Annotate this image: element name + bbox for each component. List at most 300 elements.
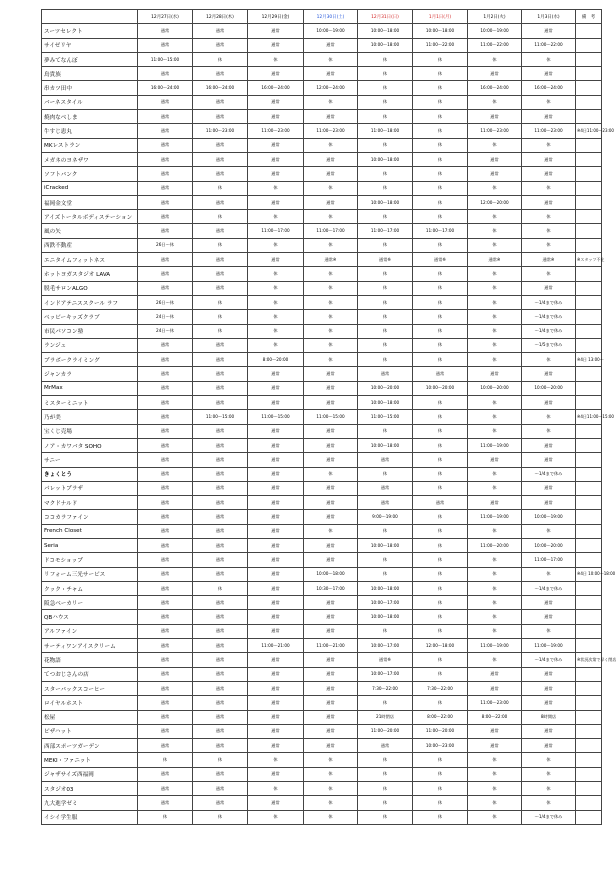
date-header: 1月1日(月): [413, 10, 468, 24]
store-name: リフォーム三光サービス: [42, 567, 138, 581]
hours-cell: 通常: [193, 453, 248, 467]
hours-cell: 10:00～18:00: [358, 24, 413, 38]
hours-cell: 休: [413, 596, 468, 610]
note-cell: [576, 295, 602, 309]
table-row: [42, 724, 602, 738]
hours-cell: 休: [193, 210, 248, 224]
table-row: [42, 581, 602, 595]
hours-cell: 通常: [248, 67, 304, 81]
hours-cell: 通常: [413, 367, 468, 381]
table-row: [42, 538, 602, 552]
hours-cell: 通常: [304, 553, 358, 567]
hours-cell: 通常: [138, 796, 193, 810]
hours-cell: 休: [468, 281, 522, 295]
table-row: [42, 52, 602, 66]
note-cell: [576, 710, 602, 724]
hours-cell: 通常: [522, 696, 576, 710]
hours-cell: 休: [522, 267, 576, 281]
hours-cell: 休: [413, 538, 468, 552]
note-cell: [576, 624, 602, 638]
hours-cell: 休: [304, 767, 358, 781]
hours-cell: 休: [468, 52, 522, 66]
hours-cell: 休: [358, 110, 413, 124]
store-name: MEKI・ファニット: [42, 753, 138, 767]
store-name: 夢みてなんぼ: [42, 52, 138, 66]
table-row: [42, 138, 602, 152]
note-cell: ※4日 13:00～: [576, 353, 602, 367]
hours-cell: 休: [193, 581, 248, 595]
table-row: [42, 767, 602, 781]
note-cell: [576, 52, 602, 66]
hours-cell: 通常: [248, 767, 304, 781]
note-cell: ※4日11:00～15:00: [576, 410, 602, 424]
hours-cell: 休: [138, 753, 193, 767]
hours-cell: 休: [413, 624, 468, 638]
hours-cell: 通常: [193, 467, 248, 481]
hours-cell: 休: [248, 181, 304, 195]
hours-cell: 休: [413, 524, 468, 538]
hours-cell: 通常: [248, 796, 304, 810]
hours-cell: 通常: [522, 367, 576, 381]
note-cell: ※スタッフ不在: [576, 253, 602, 267]
hours-cell: 通常※: [468, 253, 522, 267]
hours-cell: 通常: [138, 195, 193, 209]
hours-cell: 16:00～24:00: [248, 81, 304, 95]
hours-cell: 休: [413, 152, 468, 166]
hours-cell: 休: [413, 195, 468, 209]
hours-cell: 通常: [193, 338, 248, 352]
hours-cell: 10:00～20:00: [522, 381, 576, 395]
hours-cell: 休: [304, 138, 358, 152]
hours-cell: 12:00～24:00: [304, 81, 358, 95]
hours-cell: 通常: [248, 24, 304, 38]
hours-cell: 12:00～18:00: [413, 639, 468, 653]
hours-cell: 11:00～19:00: [468, 639, 522, 653]
note-cell: [576, 696, 602, 710]
store-name: Seria: [42, 538, 138, 552]
hours-cell: 休: [248, 238, 304, 252]
store-name: エニタイムフィットネス: [42, 253, 138, 267]
hours-cell: 10:00～18:00: [358, 38, 413, 52]
hours-cell: 16:00～24:00: [193, 81, 248, 95]
store-name: サーティワンアイスクリーム: [42, 639, 138, 653]
hours-cell: 休: [468, 310, 522, 324]
hours-cell: 10:00～18:00: [358, 396, 413, 410]
hours-cell: 休: [248, 782, 304, 796]
note-cell: [576, 596, 602, 610]
store-name: 牛すじ恵丸: [42, 124, 138, 138]
store-name: アイズトータルボディステーション: [42, 210, 138, 224]
store-name: プラボークライミング: [42, 353, 138, 367]
note-cell: [576, 753, 602, 767]
note-cell: [576, 681, 602, 695]
hours-cell: 休: [468, 524, 522, 538]
hours-cell: 休: [304, 210, 358, 224]
hours-cell: 休: [304, 324, 358, 338]
table-row: [42, 667, 602, 681]
note-cell: [576, 81, 602, 95]
store-name: クック・チャム: [42, 581, 138, 595]
table-row: [42, 152, 602, 166]
hours-cell: 通常: [248, 496, 304, 510]
hours-cell: 通常: [304, 667, 358, 681]
hours-cell: 通常: [138, 639, 193, 653]
table-row: [42, 238, 602, 252]
hours-cell: 休: [358, 696, 413, 710]
store-name: スタジオ03: [42, 782, 138, 796]
hours-cell: 休: [358, 210, 413, 224]
table-row: [42, 696, 602, 710]
store-name: ミスターミニット: [42, 396, 138, 410]
table-row: [42, 438, 602, 452]
hours-cell: 休: [468, 610, 522, 624]
store-name: ノア・カワバタ SOHO: [42, 438, 138, 452]
hours-cell: 休: [304, 95, 358, 109]
hours-cell: 通常: [193, 667, 248, 681]
hours-cell: 休: [522, 753, 576, 767]
hours-cell: 休: [358, 753, 413, 767]
hours-cell: 通常: [193, 438, 248, 452]
hours-cell: 休: [413, 124, 468, 138]
hours-cell: 9:00～19:00: [358, 510, 413, 524]
hours-cell: 休: [522, 782, 576, 796]
note-cell: [576, 639, 602, 653]
hours-cell: 10:00～20:00: [413, 381, 468, 395]
hours-cell: 休: [358, 353, 413, 367]
hours-cell: 通常: [248, 453, 304, 467]
hours-cell: 11:00～15:00: [138, 52, 193, 66]
hours-cell: 休: [413, 810, 468, 824]
date-header: 12月27日(水): [138, 10, 193, 24]
store-name: 鳥貴族: [42, 67, 138, 81]
hours-cell: 10:00～18:00: [358, 438, 413, 452]
hours-cell: 通常※: [304, 253, 358, 267]
hours-cell: 通常: [138, 381, 193, 395]
hours-cell: 休: [304, 810, 358, 824]
hours-cell: 10:00～19:00: [304, 24, 358, 38]
hours-cell: 通常: [248, 538, 304, 552]
hours-cell: 通常: [248, 553, 304, 567]
hours-cell: 休: [413, 95, 468, 109]
note-cell: [576, 138, 602, 152]
hours-cell: 休: [413, 753, 468, 767]
table-row: [42, 596, 602, 610]
note-cell: ※4日11:00～23:00: [576, 124, 602, 138]
hours-cell: 休: [413, 324, 468, 338]
note-cell: [576, 581, 602, 595]
hours-cell: 通常: [248, 167, 304, 181]
hours-cell: 通常: [193, 224, 248, 238]
hours-cell: 休: [358, 553, 413, 567]
hours-cell: 通常: [138, 95, 193, 109]
hours-cell: 休: [468, 553, 522, 567]
store-name: 松屋: [42, 710, 138, 724]
hours-cell: 16:00～24:00: [138, 81, 193, 95]
table-row: [42, 381, 602, 395]
store-name: サイゼリヤ: [42, 38, 138, 52]
hours-cell: 休: [304, 782, 358, 796]
note-header: 備 考: [576, 10, 602, 24]
hours-cell: 通常: [193, 610, 248, 624]
hours-cell: 通常: [193, 553, 248, 567]
hours-cell: 通常: [193, 739, 248, 753]
table-row: [42, 710, 602, 724]
hours-cell: 休: [522, 796, 576, 810]
hours-cell: 休: [358, 324, 413, 338]
table-row: [42, 681, 602, 695]
note-cell: [576, 367, 602, 381]
store-name: MrMax: [42, 381, 138, 395]
hours-cell: 11:00～17:00: [413, 224, 468, 238]
table-row: [42, 496, 602, 510]
note-cell: [576, 496, 602, 510]
hours-cell: 11:00～23:00: [468, 124, 522, 138]
hours-cell: 10:00～18:00: [358, 610, 413, 624]
table-row: [42, 267, 602, 281]
hours-cell: 休: [413, 353, 468, 367]
hours-cell: 10:00～17:00: [358, 667, 413, 681]
table-row: [42, 396, 602, 410]
hours-cell: 休: [413, 295, 468, 309]
hours-cell: 通常: [468, 67, 522, 81]
hours-cell: 通常: [304, 653, 358, 667]
hours-cell: 通常: [304, 38, 358, 52]
hours-cell: 休: [304, 181, 358, 195]
hours-cell: 休: [304, 796, 358, 810]
hours-cell: 休: [522, 767, 576, 781]
table-row: [42, 782, 602, 796]
store-name: てつおじさんの店: [42, 667, 138, 681]
table-row: [42, 567, 602, 581]
hours-cell: 11:00～23:00: [522, 124, 576, 138]
hours-cell: 10:00～19:00: [522, 510, 576, 524]
hours-cell: 通常: [522, 681, 576, 695]
hours-cell: 通常: [138, 524, 193, 538]
table-row: [42, 467, 602, 481]
hours-cell: 休: [304, 281, 358, 295]
table-row: [42, 38, 602, 52]
hours-cell: 通常: [304, 424, 358, 438]
hours-cell: 休: [468, 338, 522, 352]
hours-cell: 休: [413, 567, 468, 581]
hours-cell: 通常: [304, 681, 358, 695]
hours-cell: 通常: [248, 424, 304, 438]
hours-cell: 通常: [138, 510, 193, 524]
note-cell: [576, 524, 602, 538]
hours-cell: 通常: [193, 681, 248, 695]
hours-cell: 休: [248, 52, 304, 66]
note-cell: [576, 467, 602, 481]
note-cell: [576, 538, 602, 552]
hours-cell: 通常: [193, 24, 248, 38]
hours-cell: 休: [413, 510, 468, 524]
table-row: [42, 796, 602, 810]
hours-cell: 休: [358, 567, 413, 581]
hours-cell: 通常: [193, 567, 248, 581]
hours-cell: 通常: [248, 596, 304, 610]
hours-cell: 7:30～22:00: [413, 681, 468, 695]
hours-cell: 11:00～22:00: [413, 38, 468, 52]
note-cell: [576, 796, 602, 810]
hours-cell: 11:00～20:00: [468, 538, 522, 552]
hours-cell: 26日～休: [138, 295, 193, 309]
note-cell: [576, 481, 602, 495]
hours-cell: 休: [358, 181, 413, 195]
hours-cell: 11:00～17:00: [248, 224, 304, 238]
note-cell: [576, 267, 602, 281]
hours-cell: 通常: [304, 739, 358, 753]
hours-cell: 通常: [522, 438, 576, 452]
hours-cell: 16:00～24:00: [522, 81, 576, 95]
hours-cell: 通常: [304, 510, 358, 524]
hours-cell: 休: [468, 238, 522, 252]
table-row: [42, 24, 602, 38]
hours-cell: 通常: [138, 367, 193, 381]
store-name-header: [42, 10, 138, 24]
note-cell: [576, 396, 602, 410]
hours-cell: 通常: [248, 610, 304, 624]
store-name: 宝くじ売場: [42, 424, 138, 438]
hours-cell: 16:00～24:00: [468, 81, 522, 95]
store-name: ココカラファイン: [42, 510, 138, 524]
table-row: [42, 95, 602, 109]
hours-cell: 休: [413, 210, 468, 224]
table-row: [42, 281, 602, 295]
hours-cell: 通常: [193, 167, 248, 181]
note-cell: [576, 424, 602, 438]
hours-cell: 26日～休: [138, 238, 193, 252]
hours-cell: 11:00～18:00: [358, 124, 413, 138]
hours-cell: 休: [468, 267, 522, 281]
hours-cell: 通常: [304, 481, 358, 495]
date-header: 1月2日(火): [468, 10, 522, 24]
hours-cell: 通常: [522, 195, 576, 209]
hours-cell: 休: [413, 424, 468, 438]
note-cell: [576, 510, 602, 524]
store-name: MKレストラン: [42, 138, 138, 152]
note-cell: [576, 782, 602, 796]
hours-cell: 通常: [138, 538, 193, 552]
hours-cell: 休: [413, 81, 468, 95]
hours-cell: 通常: [468, 453, 522, 467]
hours-cell: 通常: [248, 653, 304, 667]
note-cell: [576, 724, 602, 738]
hours-cell: 休: [358, 295, 413, 309]
hours-cell: 通常: [304, 67, 358, 81]
note-cell: ※4日 10:00～18:00: [576, 567, 602, 581]
hours-cell: 通常: [468, 167, 522, 181]
table-row: [42, 353, 602, 367]
hours-cell: 通常: [138, 696, 193, 710]
hours-cell: 通常: [304, 453, 358, 467]
hours-cell: 休: [138, 810, 193, 824]
hours-cell: 11:00～21:00: [304, 639, 358, 653]
note-cell: [576, 810, 602, 824]
hours-cell: 通常: [138, 653, 193, 667]
hours-cell: 通常: [358, 739, 413, 753]
hours-cell: 通常: [304, 396, 358, 410]
hours-cell: 休: [248, 295, 304, 309]
table-row: [42, 338, 602, 352]
hours-cell: 休: [522, 95, 576, 109]
hours-cell: 通常: [193, 38, 248, 52]
hours-cell: 通常: [138, 681, 193, 695]
hours-cell: 休: [413, 696, 468, 710]
hours-cell: 通常: [193, 624, 248, 638]
hours-cell: 休: [413, 653, 468, 667]
hours-cell: 通常: [138, 138, 193, 152]
hours-cell: 通常: [138, 624, 193, 638]
hours-cell: 通常: [304, 167, 358, 181]
hours-cell: 通常: [193, 496, 248, 510]
note-cell: [576, 739, 602, 753]
store-name: 西部スポーツガーデン: [42, 739, 138, 753]
hours-cell: 休: [413, 581, 468, 595]
date-header: 12月28日(木): [193, 10, 248, 24]
note-cell: [576, 67, 602, 81]
store-name: iCracked: [42, 181, 138, 195]
hours-cell: 通常: [193, 353, 248, 367]
hours-cell: 10:00～23:00: [413, 739, 468, 753]
note-cell: [576, 24, 602, 38]
hours-cell: 通常: [358, 481, 413, 495]
hours-cell: 通常※: [358, 253, 413, 267]
table-row: [42, 453, 602, 467]
hours-cell: 通常: [138, 424, 193, 438]
hours-cell: 通常: [248, 152, 304, 166]
hours-cell: 通常: [138, 438, 193, 452]
hours-cell: 休: [413, 667, 468, 681]
hours-cell: 休: [413, 338, 468, 352]
hours-cell: 通常: [304, 195, 358, 209]
hours-cell: 休: [358, 338, 413, 352]
table-row: [42, 510, 602, 524]
note-cell: [576, 238, 602, 252]
hours-cell: 休: [193, 181, 248, 195]
hours-cell: 通常: [193, 524, 248, 538]
hours-cell: 休: [468, 224, 522, 238]
hours-cell: 8:00～22:00: [468, 710, 522, 724]
hours-cell: 10:00～18:00: [358, 538, 413, 552]
note-cell: [576, 38, 602, 52]
table-row: [42, 481, 602, 495]
store-name: 花物語: [42, 653, 138, 667]
hours-cell: 通常: [138, 167, 193, 181]
hours-cell: 通常: [248, 95, 304, 109]
table-row: [42, 410, 602, 424]
store-name: スーツセレクト: [42, 24, 138, 38]
hours-cell: 通常: [522, 453, 576, 467]
hours-cell: 10:00～18:00: [413, 24, 468, 38]
hours-cell: 10:00～17:00: [358, 596, 413, 610]
hours-cell: 休: [413, 453, 468, 467]
hours-cell: 通常: [138, 410, 193, 424]
hours-cell: 11:00～22:00: [522, 38, 576, 52]
hours-cell: 通常: [304, 381, 358, 395]
hours-cell: 通常: [138, 567, 193, 581]
hours-cell: 休: [468, 95, 522, 109]
hours-cell: 休: [522, 624, 576, 638]
hours-cell: 休: [522, 224, 576, 238]
hours-cell: 通常: [522, 596, 576, 610]
store-name: 串カツ田中: [42, 81, 138, 95]
hours-cell: 通常: [138, 596, 193, 610]
hours-cell: 通常: [138, 481, 193, 495]
note-cell: [576, 667, 602, 681]
store-name: ジャザサイズ西福岡: [42, 767, 138, 781]
hours-cell: 通常: [468, 496, 522, 510]
hours-cell: 11:00～23:00: [193, 124, 248, 138]
